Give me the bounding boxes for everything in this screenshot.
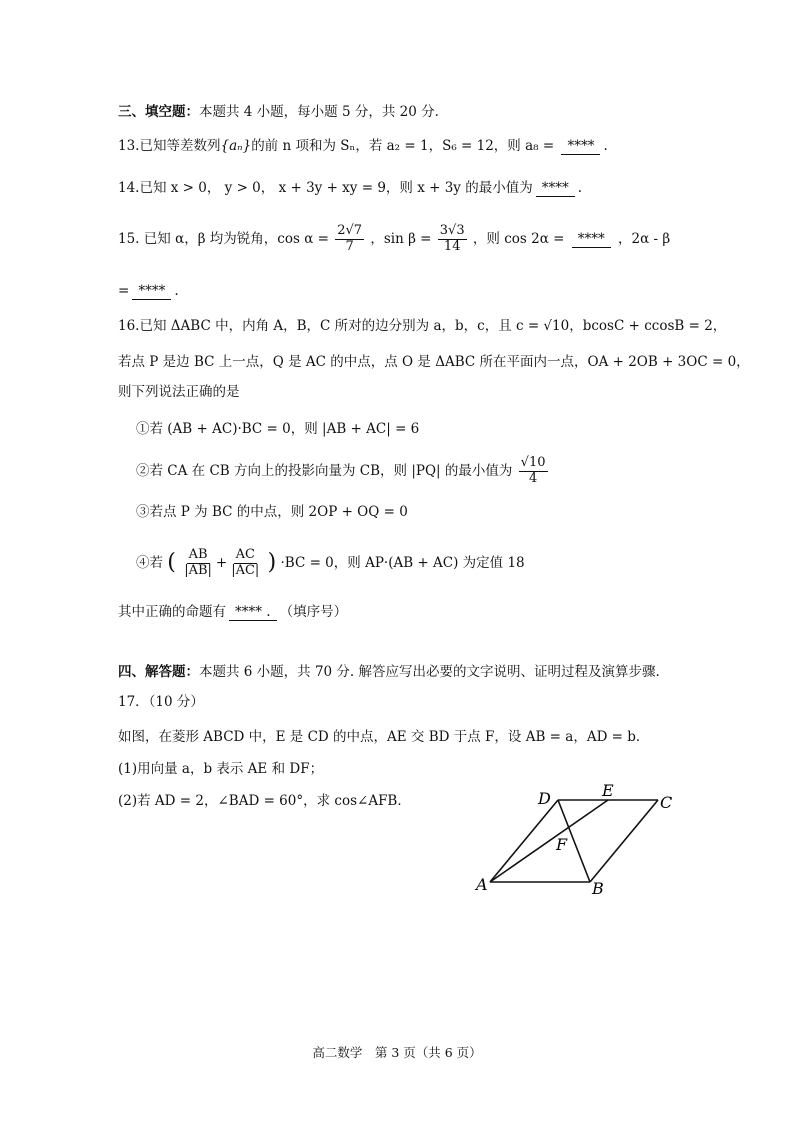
segment-ae	[490, 800, 608, 882]
label-e: E	[602, 781, 614, 800]
question-15-text-4: ，2α - β	[618, 230, 671, 247]
question-15-continued	[118, 283, 179, 300]
question-14-blank: ****	[536, 180, 575, 197]
question-15-end: .	[174, 283, 179, 299]
question-15-text-3: ，则 cos 2α =	[472, 230, 565, 247]
question-16-line-2	[118, 354, 750, 370]
question-16-option-4: ④若 ( $\frac{AB}{|AB|}$ + $\frac{AC}{|AC|}$ ) ·BC = 0，则 AP·(AB + AC) 为定值 18	[136, 547, 525, 578]
question-15-blank-1: ****	[572, 231, 611, 248]
question-13-text-2: 的前 n 项和为 Sₙ，若 a₂ = 1，S₆ = 12，则 a₈ =	[251, 138, 555, 154]
rhombus-figure	[470, 780, 690, 900]
question-17-number: 17．（10 分）	[118, 694, 204, 710]
question-16-option-1	[136, 421, 419, 437]
sin-beta-denominator: 14	[443, 238, 461, 254]
cos-alpha-denominator: 7	[345, 238, 354, 254]
label-d: D	[538, 789, 551, 808]
question-17-line-2	[118, 761, 323, 777]
label-c: C	[660, 793, 673, 812]
cos-alpha-fraction	[335, 224, 364, 255]
question-16-text-2: 若点 P 是边 BC 上一点，Q 是 AC 的中点，点 O 是 ΔABC 所在平面内一点，OA + 2OB + 3OC = 0，	[118, 354, 750, 370]
sin-beta-fraction	[438, 224, 467, 255]
option-2-fraction	[519, 456, 548, 487]
question-15-text-5: =	[118, 283, 130, 299]
sin-beta-numerator: 3√3	[439, 223, 465, 238]
option-4-numerator-2: AC	[235, 547, 255, 562]
question-15-number: 15.	[118, 230, 140, 247]
question-14-number: 14.	[118, 180, 140, 196]
question-16-answer-suffix: （填序号）	[279, 604, 348, 620]
section-3-heading	[118, 104, 439, 120]
option-4-right-paren: )	[267, 550, 277, 576]
option-4-fraction-ac	[229, 548, 261, 579]
question-14-end: .	[577, 180, 583, 196]
option-2-denominator: 4	[528, 470, 538, 486]
section-4-heading	[118, 664, 660, 680]
question-17-header	[118, 694, 204, 710]
question-17-text-3: (2)若 AD = 2，∠BAD = 60°，求 cos∠AFB．	[118, 793, 411, 809]
question-16-option-3	[136, 504, 408, 520]
question-17-line-1	[118, 729, 649, 745]
option-4-fraction-ab	[182, 548, 214, 579]
option-4-text: ·BC = 0，则 AP·(AB + AC) 为定值 18	[280, 554, 525, 571]
question-16-text-3: 则下列说法正确的是	[118, 384, 240, 400]
label-f: F	[556, 835, 568, 854]
label-b: B	[592, 879, 604, 898]
option-4-prefix: ④若	[136, 554, 163, 571]
option-4-numerator-1: AB	[188, 547, 208, 562]
question-13	[118, 138, 608, 155]
section-4-title: 四、解答题：	[118, 664, 199, 680]
question-14-text: 已知 x > 0， y > 0， x + 3y + xy = 9，则 x + 3y 的最小值为	[139, 180, 533, 196]
option-4-denominator-2: |AC|	[231, 562, 260, 578]
question-16-number: 16.	[118, 318, 140, 334]
question-15-text-2: ，sin β =	[370, 230, 432, 247]
question-17-line-3	[118, 793, 411, 809]
question-13-blank: ****	[561, 138, 600, 155]
question-13-text-1: 已知等差数列	[139, 138, 221, 154]
question-15-text-1: 已知 α，β 均为锐角，cos α =	[143, 230, 329, 247]
section-4-desc: 本题共 6 小题，共 70 分. 解答应写出必要的文字说明、证明过程及演算步骤.	[199, 664, 660, 680]
option-1-text: ①若 (AB + AC)·BC = 0，则 |AB + AC| = 6	[136, 421, 420, 437]
question-17-text-2: (1)用向量 a，b 表示 AE 和 DF；	[118, 761, 324, 777]
section-3-desc: 本题共 4 小题，每小题 5 分，共 20 分.	[199, 104, 439, 120]
option-4-left-paren: (	[167, 550, 176, 576]
question-16-line-1	[118, 318, 726, 334]
question-15-blank-2: ****	[132, 283, 171, 300]
question-16-line-3	[118, 384, 240, 400]
cos-alpha-numerator: 2√7	[337, 223, 363, 238]
question-16-blank: **** .	[229, 604, 277, 621]
question-13-sequence: {aₙ}	[220, 138, 252, 154]
label-a: A	[476, 875, 488, 894]
question-14	[118, 180, 582, 197]
option-4-denominator-1: |AB|	[184, 562, 212, 578]
question-13-end: .	[603, 138, 608, 154]
question-16-answer-prefix: 其中正确的命题有	[118, 604, 226, 620]
section-3-title: 三、填空题：	[118, 104, 199, 120]
question-16-text-1: 已知 ΔABC 中，内角 A，B，C 所对的边分别为 a，b，c，且 c = √10，bcosC + ccosB = 2，	[139, 318, 727, 334]
question-17-text-1: 如图，在菱形 ABCD 中，E 是 CD 的中点，AE 交 BD 于点 F，设 AB = a，AD = b．	[118, 729, 650, 745]
option-2-text: ②若 CA 在 CB 方向上的投影向量为 CB，则 |PQ| 的最小值为	[136, 462, 513, 479]
edge-cb	[590, 800, 658, 882]
option-2-numerator: √10	[520, 455, 546, 470]
page-footer: 高二数学 第 3 页（共 6 页）	[312, 1045, 482, 1060]
question-16-answer	[118, 604, 347, 621]
option-3-text: ③若点 P 为 BC 的中点，则 2OP + OQ = 0	[136, 504, 408, 520]
question-13-number: 13.	[118, 138, 140, 154]
question-16-option-2	[136, 456, 550, 487]
question-15	[118, 224, 670, 255]
